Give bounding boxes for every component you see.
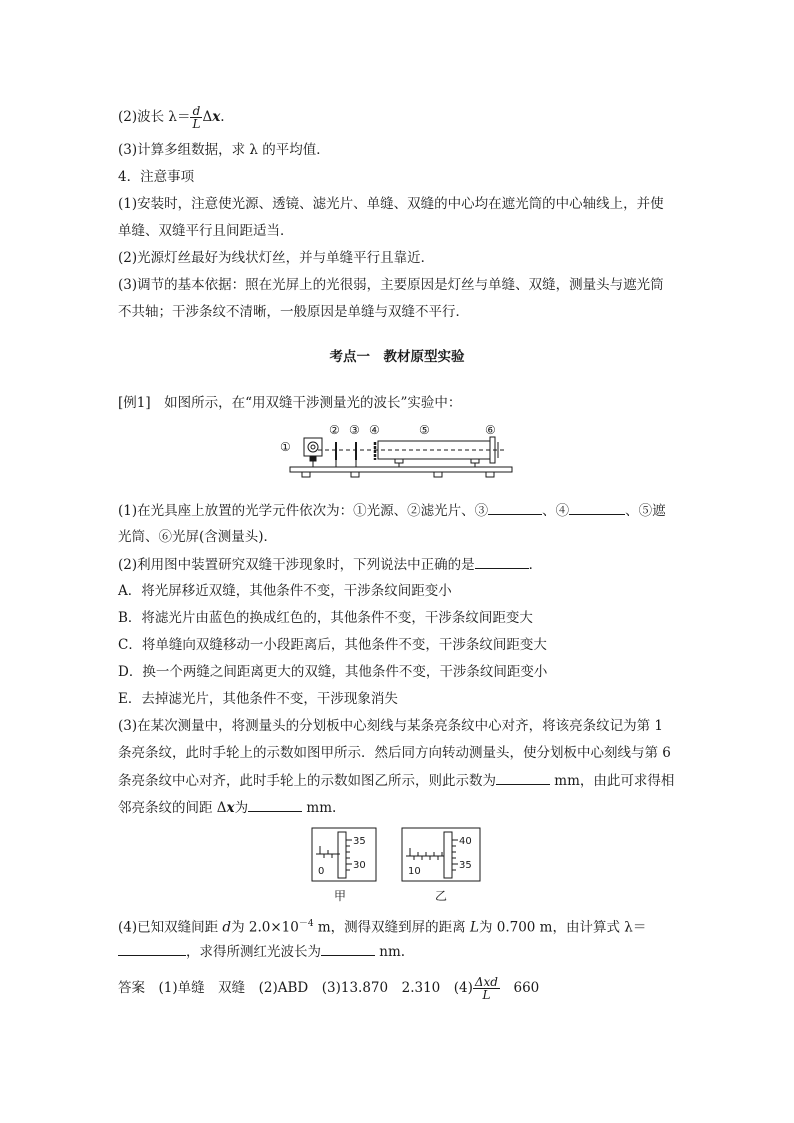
answer-blank[interactable]	[248, 798, 302, 812]
example-label: [例1]	[118, 395, 151, 411]
fraction-numerator: d	[190, 105, 202, 118]
q4-text-a: (4)已知双缝间距	[118, 919, 223, 936]
q1-line1	[118, 501, 666, 520]
option-b: B．将滤光片由蓝色的换成红色的，其他条件不变，干涉条纹间距变大	[118, 610, 533, 626]
q3-text-b: mm，由此可求得相	[550, 773, 675, 789]
formula-fraction	[190, 105, 202, 130]
answer-tail: 660	[513, 980, 540, 996]
label-2: ②	[329, 423, 340, 437]
q4-var-d: d	[222, 919, 232, 936]
q4-line2	[118, 942, 405, 961]
option-a: A．将光屏移近双缝，其他条件不变，干涉条纹间距变小	[118, 583, 452, 599]
fraction-numerator: Δxd	[474, 975, 498, 989]
micrometer-jia-figure	[310, 826, 380, 884]
label-4: ④	[369, 423, 380, 437]
formula-variable: x	[212, 109, 221, 125]
caption-jia: 甲	[334, 889, 347, 903]
q3-line2: 条亮条纹，此时手轮上的示数如图甲所示．然后同方向转动测量头，使分划板中心刻线与第 6	[118, 745, 671, 761]
drum-label: 40	[459, 836, 472, 847]
label-3: ③	[349, 423, 360, 437]
main-scale-label: 10	[408, 866, 421, 877]
q3-text-c: 邻亮条纹的间距 Δ	[118, 800, 227, 816]
fraction-denominator: L	[482, 988, 491, 1002]
text-line: 单缝、双缝平行且间距适当．	[118, 223, 294, 239]
answer-blank[interactable]	[496, 771, 550, 785]
q1-text-b: 、④	[542, 503, 570, 519]
q2-stem	[118, 555, 542, 574]
q4-text-d: 为 0.700 m，由计算式 λ＝	[478, 919, 647, 936]
q1-line2: 光筒、⑥光屏(含测量头)．	[118, 529, 278, 545]
answer-blank[interactable]	[321, 942, 375, 956]
example-line	[118, 394, 461, 412]
text-line: 不共轴；干涉条纹不清晰，一般原因是单缝与双缝不平行．	[118, 304, 469, 320]
q2-stem-end: ．	[528, 557, 543, 573]
fraction-denominator: L	[192, 117, 201, 131]
drum-label: 35	[459, 860, 472, 871]
text-line: (2)光源灯丝最好为线状灯丝，并与单缝平行且靠近．	[118, 250, 435, 266]
q3-line3	[118, 771, 674, 790]
answer-blank[interactable]	[475, 555, 529, 569]
answer-blank[interactable]	[488, 501, 542, 515]
drum-label: 30	[353, 860, 366, 871]
wavelength-formula-line	[118, 105, 225, 130]
q3-text-d: 为	[234, 800, 249, 816]
q4-text-c: m，测得双缝到屏的距离	[313, 919, 470, 936]
caption-yi: 乙	[435, 889, 448, 903]
example-text: 如图所示，在“用双缝干涉测量光的波长”实验中：	[164, 395, 462, 411]
label-1: ①	[280, 440, 291, 454]
q4-exponent: －4	[298, 919, 314, 929]
drum-label: 35	[353, 836, 366, 847]
answer-line	[118, 976, 539, 1001]
section-title: 4．注意事项	[118, 169, 195, 185]
option-e: E．去掉滤光片，其他条件不变，干涉现象消失	[118, 691, 398, 707]
light-source-icon	[304, 438, 322, 456]
q3-text-e: mm.	[302, 800, 337, 816]
q4-line1	[118, 915, 646, 937]
q2-stem-text: (2)利用图中装置研究双缝干涉现象时，下列说法中正确的是	[118, 557, 475, 573]
q4-text-b: 为 2.0×10	[231, 919, 299, 936]
q3-variable: x	[226, 800, 235, 816]
answer-parts: (1)单缝 双缝 (2)ABD (3)13.870 2.310 (4)	[158, 980, 473, 996]
label-5: ⑤	[419, 423, 430, 437]
micrometer-yi-figure	[400, 826, 484, 884]
q1-text-a: (1)在光具座上放置的光学元件依次为：①光源、②滤光片、③	[118, 503, 489, 519]
answer-blank[interactable]	[569, 501, 625, 515]
q1-text-c: 、⑤遮	[625, 503, 666, 519]
text-line: (3)计算多组数据，求 λ 的平均值．	[118, 142, 330, 158]
delta-symbol: Δ	[202, 109, 213, 125]
q3-line4	[118, 798, 336, 817]
answer-label: 答案	[118, 980, 145, 996]
text-line: (3)调节的基本依据：照在光屏上的光很弱，主要原因是灯丝与单缝、双缝，测量头与遮光筒	[118, 277, 664, 293]
answer-fraction	[473, 976, 500, 1001]
formula-end: .	[220, 109, 225, 125]
q3-line1: (3)在某次测量中，将测量头的分划板中心刻线与某条亮条纹中心对齐，将该亮条纹记为第 1	[118, 718, 664, 734]
q4-var-L: L	[469, 919, 479, 936]
option-d: D．换一个两缝之间距离更大的双缝，其他条件不变，干涉条纹间距变小	[118, 664, 548, 680]
q4-text-e: ，求得所测红光波长为	[186, 944, 321, 960]
label-6: ⑥	[485, 423, 496, 437]
option-c: C．将单缝向双缝移动一小段距离后，其他条件不变，干涉条纹间距变大	[118, 637, 547, 653]
answer-blank[interactable]	[118, 942, 186, 956]
text-line: (1)安装时，注意使光源、透镜、滤光片、单缝、双缝的中心均在遮光筒的中心轴线上，并使	[118, 196, 664, 212]
formula-prefix: (2)波长 λ＝	[118, 109, 191, 125]
q3-text-a: 条亮条纹中心对齐，此时手轮上的示数如图乙所示，则此示数为	[118, 773, 496, 789]
main-scale-label: 0	[318, 866, 325, 877]
q4-text-f: nm.	[375, 944, 406, 960]
optical-bench-figure	[278, 420, 518, 486]
section-heading: 考点一 教材原型实验	[329, 349, 465, 365]
